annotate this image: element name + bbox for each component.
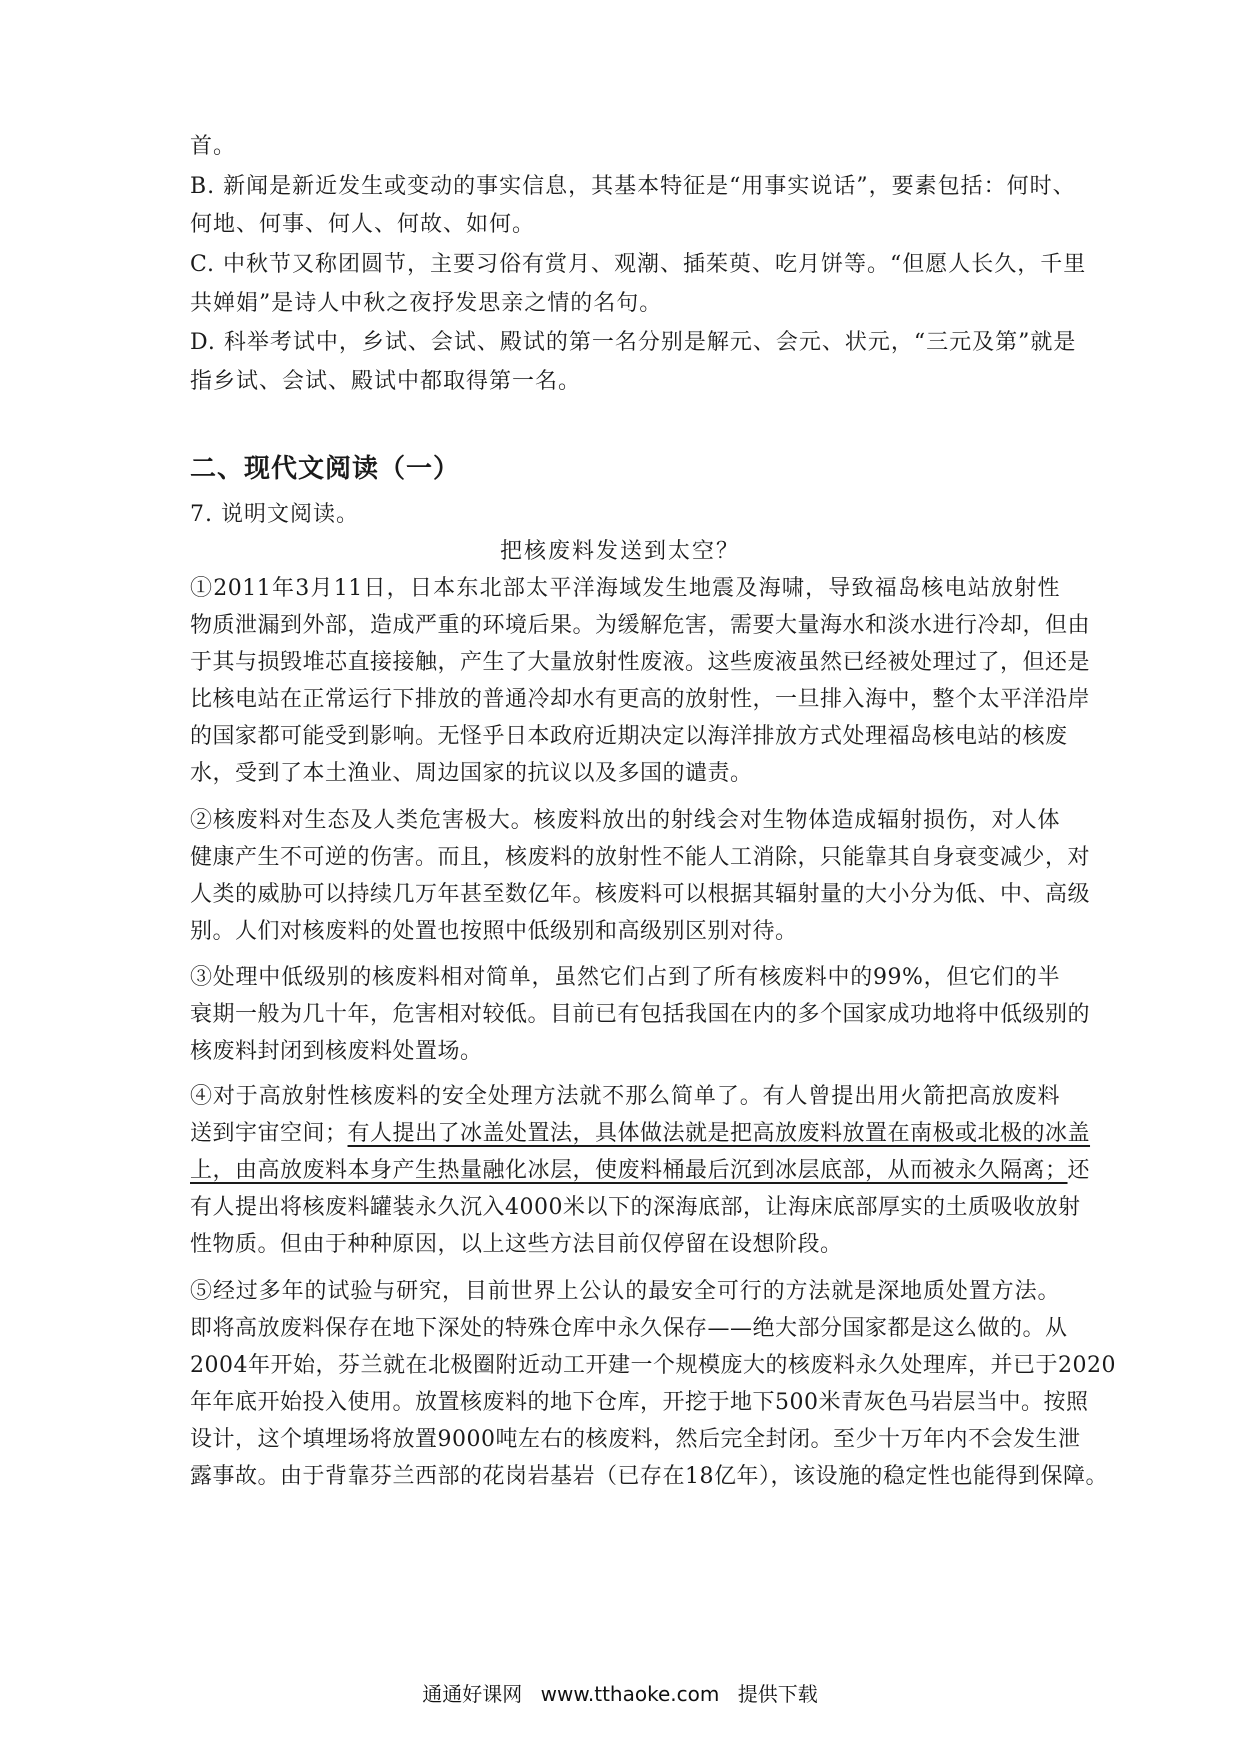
option-b-line-2: 何地、何事、何人、何故、如何。 <box>190 212 536 237</box>
paragraph-5-line: 2004年开始，芬兰就在北极圈附近动工开建一个规模庞大的核废料永久处理库，并已于2020 <box>190 1353 1116 1378</box>
paragraph-4-line: 性物质。但由于种种原因，以上这些方法目前仅停留在设想阶段。 <box>190 1232 843 1257</box>
paragraph-4-line <box>190 1156 1091 1186</box>
paragraph-1-line: 的国家都可能受到影响。无怪乎日本政府近期决定以海洋排放方式处理福岛核电站的核废 <box>190 724 1068 749</box>
option-d-line-2: 指乡试、会试、殿试中都取得第一名。 <box>190 369 582 394</box>
paragraph-1-line: 物质泄漏到外部，造成严重的环境后果。为缓解危害，需要大量海水和淡水进行冷却，但由 <box>190 613 1091 638</box>
paragraph-1-line: 水，受到了本土渔业、周边国家的抗议以及多国的谴责。 <box>190 761 753 786</box>
paragraph-4-line: 有人提出将核废料罐装永久沉入4000米以下的深海底部，让海床底部厚实的土质吸收放射 <box>190 1195 1081 1220</box>
option-d-line-1: D. 科举考试中，乡试、会试、殿试的第一名分别是解元、会元、状元，“三元及第”就是 <box>190 330 1077 355</box>
page-footer <box>0 1680 1240 1708</box>
paragraph-3-line: 衰期一般为几十年，危害相对较低。目前已有包括我国在内的多个国家成功地将中低级别的 <box>190 1002 1091 1027</box>
option-a-tail: 首。 <box>190 134 237 159</box>
underlined-sentence: 有人提出了冰盖处置法，具体做法就是把高放废料放置在南极或北极的冰盖 <box>347 1121 1091 1146</box>
section-heading: 二、现代文阅读（一） <box>190 454 461 484</box>
paragraph-2-line: 别。人们对核废料的处置也按照中低级别和高级别区别对待。 <box>190 919 798 944</box>
paragraph-3-line: ③处理中低级别的核废料相对简单，虽然它们占到了所有核废料中的99%，但它们的半 <box>190 965 1060 990</box>
article-title: 把核废料发送到太空？ <box>499 539 740 564</box>
paragraph-2-line: 健康产生不可逆的伤害。而且，核废料的放射性不能人工消除，只能靠其自身衰变减少，对 <box>190 845 1091 870</box>
underlined-sentence: 上，由高放废料本身产生热量融化冰层，使废料桶最后沉到冰层底部，从而被永久隔离； <box>190 1158 1068 1183</box>
footer-suffix: 提供下载 <box>737 1682 818 1706</box>
paragraph-2-line: 人类的威胁可以持续几万年甚至数亿年。核废料可以根据其辐射量的大小分为低、中、高级 <box>190 882 1091 907</box>
option-b-line-1: B. 新闻是新近发生或变动的事实信息，其基本特征是“用事实说话”，要素包括：何时、 <box>190 174 1076 199</box>
footer-site-name: 通通好课网 <box>422 1682 523 1706</box>
paragraph-3-line: 核废料封闭到核废料处置场。 <box>190 1039 483 1064</box>
paragraph-4-line <box>190 1119 1091 1149</box>
paragraph-2-line: ②核废料对生态及人类危害极大。核废料放出的射线会对生物体造成辐射损伤，对人体 <box>190 808 1060 833</box>
option-c-line-2: 共婵娟”是诗人中秋之夜抒发思亲之情的名句。 <box>190 291 663 316</box>
paragraph-5-line: 设计，这个填埋场将放置9000吨左右的核废料，然后完全封闭。至少十万年内不会发生泄 <box>190 1427 1081 1452</box>
paragraph-4-line: ④对于高放射性核废料的安全处理方法就不那么简单了。有人曾提出用火箭把高放废料 <box>190 1084 1060 1109</box>
paragraph-5-line: 即将高放废料保存在地下深处的特殊仓库中永久保存——绝大部分国家都是这么做的。从 <box>190 1316 1068 1341</box>
paragraph-1-line: ①2011年3月11日，日本东北部太平洋海域发生地震及海啸，导致福岛核电站放射性 <box>190 576 1060 601</box>
paragraph-4-text: 还 <box>1067 1158 1091 1183</box>
question-label: 7. 说明文阅读。 <box>190 502 359 527</box>
footer-url[interactable]: www.tthaoke.com <box>540 1682 720 1706</box>
paragraph-5-line: 露事故。由于背靠芬兰西部的花岗岩基岩（已存在18亿年），该设施的稳定性也能得到保障。 <box>190 1464 1108 1489</box>
paragraph-5-line: ⑤经过多年的试验与研究，目前世界上公认的最安全可行的方法就是深地质处置方法。 <box>190 1279 1060 1304</box>
option-c-line-1: C. 中秋节又称团圆节，主要习俗有赏月、观潮、插茱萸、吃月饼等。“但愿人长久，千里 <box>190 252 1087 277</box>
paragraph-4-text: 送到宇宙空间； <box>190 1121 348 1146</box>
paragraph-5-line: 年年底开始投入使用。放置核废料的地下仓库，开挖于地下500米青灰色马岩层当中。按照 <box>190 1390 1089 1415</box>
paragraph-1-line: 比核电站在正常运行下排放的普通冷却水有更高的放射性，一旦排入海中，整个太平洋沿岸 <box>190 687 1091 712</box>
paragraph-1-line: 于其与损毁堆芯直接接触，产生了大量放射性废液。这些废液虽然已经被处理过了，但还是 <box>190 650 1091 675</box>
